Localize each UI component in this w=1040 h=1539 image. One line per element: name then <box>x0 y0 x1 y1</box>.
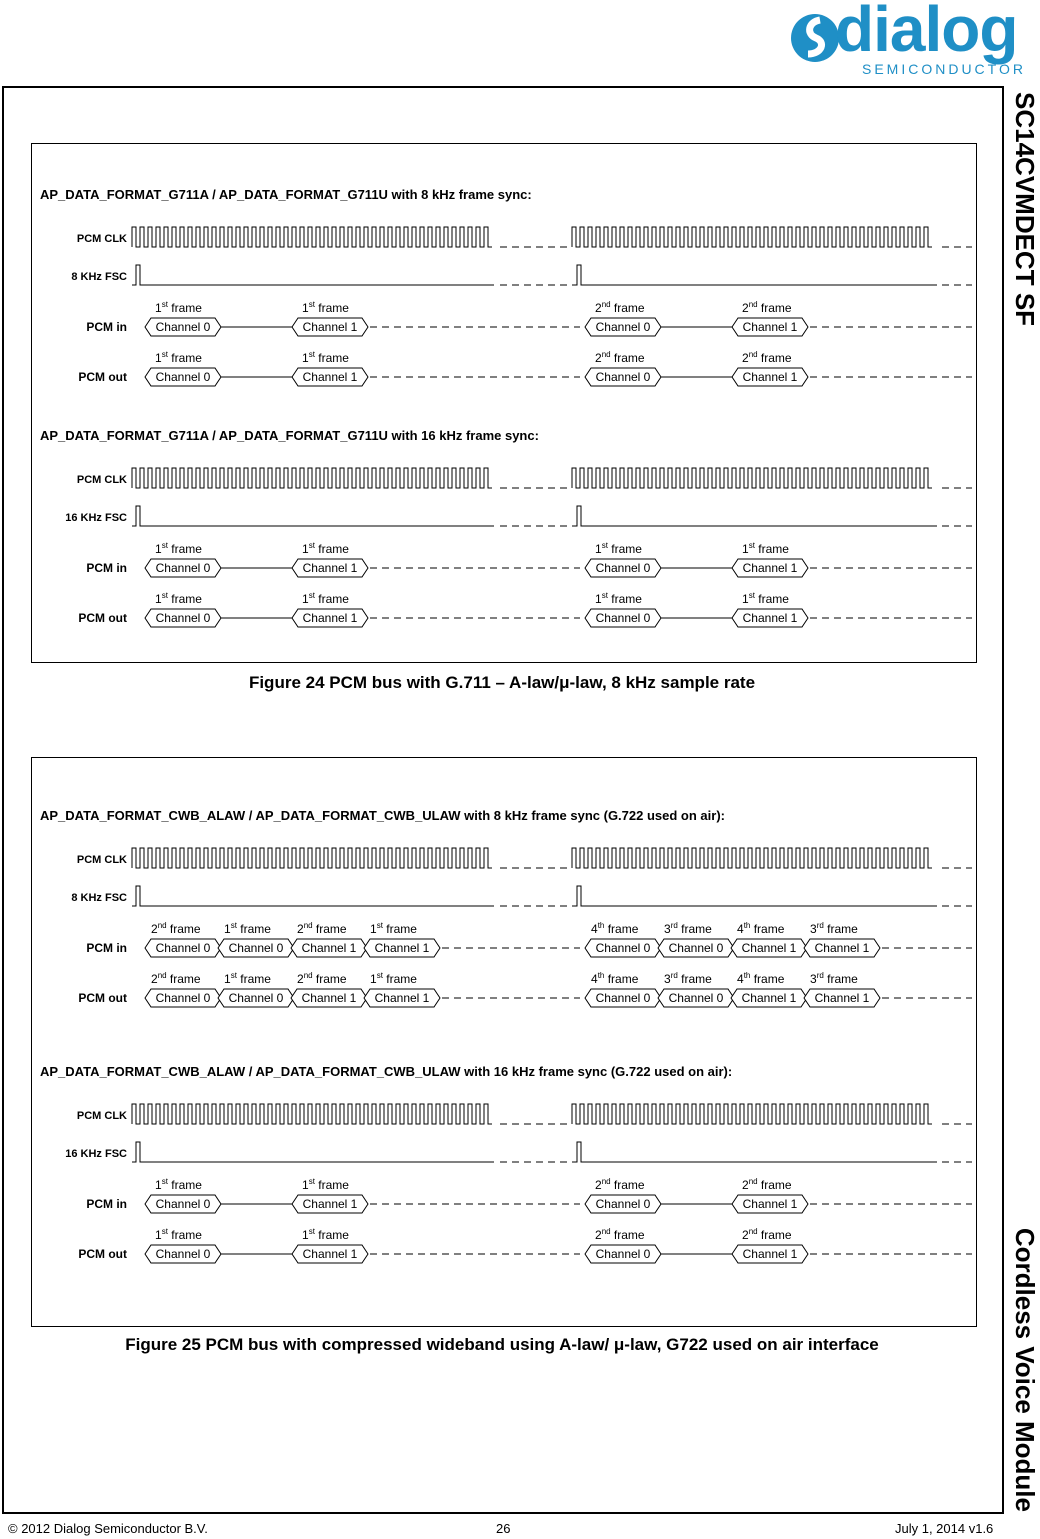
fig25-s1-fsc-wave-1 <box>132 1142 494 1162</box>
fig24-s1-out-slot-0-channel: Channel 0 <box>155 611 211 625</box>
fig25-s1-clk-label: PCM CLK <box>76 1110 127 1122</box>
figure-24-diagram <box>31 143 977 663</box>
fig24-s0-clk-wave-2 <box>572 227 932 247</box>
fig25-s1-in-slot-2-frame: 2nd frame <box>595 1177 645 1192</box>
fig25-s1-in-slot-2-channel: Channel 0 <box>595 1197 651 1211</box>
fig25-s1-out-slot-1-channel: Channel 1 <box>302 1247 358 1261</box>
fig25-s0-clk-label: PCM CLK <box>76 854 127 866</box>
fig25-s0-title: AP_DATA_FORMAT_CWB_ALAW / AP_DATA_FORMAT_CWB_ULAW with 8 kHz frame sync (G.722 used on air): <box>40 808 725 823</box>
fig24-s0-in-slot-0-channel: Channel 0 <box>155 320 211 334</box>
fig25-s0-out-slot-4-channel: Channel 0 <box>595 991 651 1005</box>
fig24-s1-out-slot-1-channel: Channel 1 <box>302 611 358 625</box>
footer-page-number: 26 <box>496 1521 511 1536</box>
footer-date-version: July 1, 2014 v1.6 <box>895 1521 994 1536</box>
fig25-s1-out-slot-2-channel: Channel 0 <box>595 1247 651 1261</box>
fig24-s0-clk-wave-1 <box>132 227 492 247</box>
side-title-product: SC14CVMDECT SF <box>1010 92 1040 327</box>
fig25-s0-out-slot-0-frame: 2nd frame <box>151 971 201 986</box>
fig24-s1-in-slot-0-frame: 1st frame <box>155 541 202 556</box>
fig24-s1-out-slot-0-frame: 1st frame <box>155 591 202 606</box>
logo-wordmark: dialog <box>835 0 1018 65</box>
fig24-s1-out-slot-2-channel: Channel 0 <box>595 611 651 625</box>
fig24-s1-out-slot-1-frame: 1st frame <box>302 591 349 606</box>
fig25-s0-out-slot-5-channel: Channel 0 <box>668 991 724 1005</box>
fig24-s1-fsc-wave-2 <box>572 506 937 526</box>
fig25-s0-out-slot-3-channel: Channel 1 <box>374 991 430 1005</box>
fig24-s1-out-label: PCM out <box>78 611 127 625</box>
fig25-s0-out-slot-7-frame: 3rd frame <box>810 971 858 986</box>
fig25-s1-in-slot-0-frame: 1st frame <box>155 1177 202 1192</box>
figure-24-caption: Figure 24 PCM bus with G.711 – A-law/μ-law, 8 kHz sample rate <box>248 673 756 692</box>
fig25-s0-out-slot-7-channel: Channel 1 <box>814 991 870 1005</box>
fig24-s0-out-slot-2-channel: Channel 0 <box>595 370 651 384</box>
fig24-s0-out-slot-0-frame: 1st frame <box>155 350 202 365</box>
fig25-s1-clk-wave-2 <box>572 1104 932 1124</box>
fig25-s1-in-slot-3-channel: Channel 1 <box>742 1197 798 1211</box>
fig25-s1-in-label: PCM in <box>86 1197 127 1211</box>
fig25-s0-in-slot-7-frame: 3rd frame <box>810 921 858 936</box>
fig25-s0-out-slot-2-frame: 2nd frame <box>297 971 347 986</box>
fig24-s0-in-slot-2-channel: Channel 0 <box>595 320 651 334</box>
fig24-s0-out-slot-2-frame: 2nd frame <box>595 350 645 365</box>
fig25-s0-out-slot-5-frame: 3rd frame <box>664 971 712 986</box>
fig24-s1-in-slot-1-frame: 1st frame <box>302 541 349 556</box>
fig24-s0-fsc-wave-2 <box>572 265 937 285</box>
fig25-s0-in-slot-3-channel: Channel 1 <box>374 941 430 955</box>
footer-copyright: © 2012 Dialog Semiconductor B.V. <box>8 1521 208 1536</box>
fig25-s1-in-slot-1-frame: 1st frame <box>302 1177 349 1192</box>
fig24-s1-fsc-label: 16 KHz FSC <box>65 512 127 524</box>
fig24-s1-clk-wave-1 <box>132 468 492 488</box>
fig24-s1-out-slot-3-frame: 1st frame <box>742 591 789 606</box>
fig24-s0-in-slot-1-channel: Channel 1 <box>302 320 358 334</box>
fig25-s1-clk-wave-1 <box>132 1104 492 1124</box>
fig24-s0-out-slot-1-channel: Channel 1 <box>302 370 358 384</box>
fig25-s0-in-slot-2-frame: 2nd frame <box>297 921 347 936</box>
fig25-s0-in-slot-3-frame: 1st frame <box>370 921 417 936</box>
fig25-s1-out-slot-3-channel: Channel 1 <box>742 1247 798 1261</box>
fig24-s0-fsc-label: 8 KHz FSC <box>71 271 127 283</box>
fig25-s0-in-slot-1-frame: 1st frame <box>224 921 271 936</box>
fig24-s0-fsc-wave-1 <box>132 265 494 285</box>
fig25-s0-in-slot-7-channel: Channel 1 <box>814 941 870 955</box>
fig25-s0-fsc-wave-1 <box>132 886 494 906</box>
fig25-s1-out-label: PCM out <box>78 1247 127 1261</box>
figure-25-caption: Figure 25 PCM bus with compressed wideband using A-law/ μ-law, G722 used on air interface <box>125 1335 879 1354</box>
fig25-s0-in-slot-2-channel: Channel 1 <box>301 941 357 955</box>
fig24-s0-in-slot-1-frame: 1st frame <box>302 300 349 315</box>
fig25-s1-fsc-wave-2 <box>572 1142 937 1162</box>
fig25-s1-out-slot-1-frame: 1st frame <box>302 1227 349 1242</box>
fig25-s1-out-slot-2-frame: 2nd frame <box>595 1227 645 1242</box>
fig25-s1-in-slot-1-channel: Channel 1 <box>302 1197 358 1211</box>
logo-mark-icon <box>790 8 840 68</box>
fig25-s1-in-slot-0-channel: Channel 0 <box>155 1197 211 1211</box>
fig25-s1-title: AP_DATA_FORMAT_CWB_ALAW / AP_DATA_FORMAT_CWB_ULAW with 16 kHz frame sync (G.722 used on air): <box>40 1064 733 1079</box>
fig24-s1-title: AP_DATA_FORMAT_G711A / AP_DATA_FORMAT_G711U with 16 kHz frame sync: <box>40 428 539 443</box>
fig24-s1-in-slot-2-frame: 1st frame <box>595 541 642 556</box>
fig25-s0-out-slot-6-frame: 4th frame <box>737 971 785 986</box>
fig24-s0-out-slot-1-frame: 1st frame <box>302 350 349 365</box>
fig24-s1-in-slot-0-channel: Channel 0 <box>155 561 211 575</box>
fig24-s0-in-slot-3-frame: 2nd frame <box>742 300 792 315</box>
fig24-s0-in-slot-3-channel: Channel 1 <box>742 320 798 334</box>
fig25-s0-in-slot-4-frame: 4th frame <box>591 921 639 936</box>
fig25-s0-clk-wave-1 <box>132 848 492 868</box>
fig24-s1-in-slot-3-frame: 1st frame <box>742 541 789 556</box>
fig24-s0-out-slot-3-channel: Channel 1 <box>742 370 798 384</box>
fig25-s0-in-slot-0-frame: 2nd frame <box>151 921 201 936</box>
fig24-s1-in-slot-1-channel: Channel 1 <box>302 561 358 575</box>
fig24-s1-out-slot-3-channel: Channel 1 <box>742 611 798 625</box>
figure-25-diagram <box>31 757 977 1327</box>
side-title <box>1010 92 1040 1512</box>
fig24-s0-out-slot-3-frame: 2nd frame <box>742 350 792 365</box>
fig24-s1-in-slot-3-channel: Channel 1 <box>742 561 798 575</box>
fig25-s0-in-label: PCM in <box>86 941 127 955</box>
fig25-s0-in-slot-6-frame: 4th frame <box>737 921 785 936</box>
fig25-s0-out-slot-3-frame: 1st frame <box>370 971 417 986</box>
fig25-s1-out-slot-3-frame: 2nd frame <box>742 1227 792 1242</box>
fig24-s1-in-slot-2-channel: Channel 0 <box>595 561 651 575</box>
fig25-s0-out-label: PCM out <box>78 991 127 1005</box>
fig24-s0-out-label: PCM out <box>78 370 127 384</box>
fig25-s1-in-slot-3-frame: 2nd frame <box>742 1177 792 1192</box>
fig24-s1-fsc-wave-1 <box>132 506 494 526</box>
fig24-s0-in-label: PCM in <box>86 320 127 334</box>
fig24-s1-out-slot-2-frame: 1st frame <box>595 591 642 606</box>
fig25-s0-out-slot-1-frame: 1st frame <box>224 971 271 986</box>
fig25-s1-fsc-label: 16 KHz FSC <box>65 1148 127 1160</box>
fig25-s0-in-slot-1-channel: Channel 0 <box>228 941 284 955</box>
fig25-s1-out-slot-0-channel: Channel 0 <box>155 1247 211 1261</box>
fig24-s0-title: AP_DATA_FORMAT_G711A / AP_DATA_FORMAT_G711U with 8 kHz frame sync: <box>40 187 532 202</box>
fig25-s0-clk-wave-2 <box>572 848 932 868</box>
fig24-s1-in-label: PCM in <box>86 561 127 575</box>
fig25-s0-out-slot-1-channel: Channel 0 <box>228 991 284 1005</box>
fig25-s0-in-slot-0-channel: Channel 0 <box>155 941 211 955</box>
fig25-s0-out-slot-2-channel: Channel 1 <box>301 991 357 1005</box>
logo-subtitle: SEMICONDUCTOR <box>862 61 1026 77</box>
fig24-s0-out-slot-0-channel: Channel 0 <box>155 370 211 384</box>
fig25-s0-in-slot-4-channel: Channel 0 <box>595 941 651 955</box>
fig25-s0-in-slot-5-frame: 3rd frame <box>664 921 712 936</box>
fig25-s0-fsc-wave-2 <box>572 886 937 906</box>
fig25-s0-fsc-label: 8 KHz FSC <box>71 892 127 904</box>
fig25-s0-out-slot-0-channel: Channel 0 <box>155 991 211 1005</box>
fig24-s0-in-slot-2-frame: 2nd frame <box>595 300 645 315</box>
figure-25-timing-svg <box>32 758 976 1326</box>
fig25-s0-out-slot-6-channel: Channel 1 <box>741 991 797 1005</box>
fig24-s1-clk-wave-2 <box>572 468 932 488</box>
figure-24-timing-svg <box>32 144 976 662</box>
fig25-s1-out-slot-0-frame: 1st frame <box>155 1227 202 1242</box>
fig24-s0-in-slot-0-frame: 1st frame <box>155 300 202 315</box>
fig24-s1-clk-label: PCM CLK <box>76 474 127 486</box>
fig25-s0-in-slot-6-channel: Channel 1 <box>741 941 797 955</box>
fig24-s0-clk-label: PCM CLK <box>76 233 127 245</box>
side-title-module: Cordless Voice Module <box>1010 1227 1040 1512</box>
fig25-s0-out-slot-4-frame: 4th frame <box>591 971 639 986</box>
fig25-s0-in-slot-5-channel: Channel 0 <box>668 941 724 955</box>
